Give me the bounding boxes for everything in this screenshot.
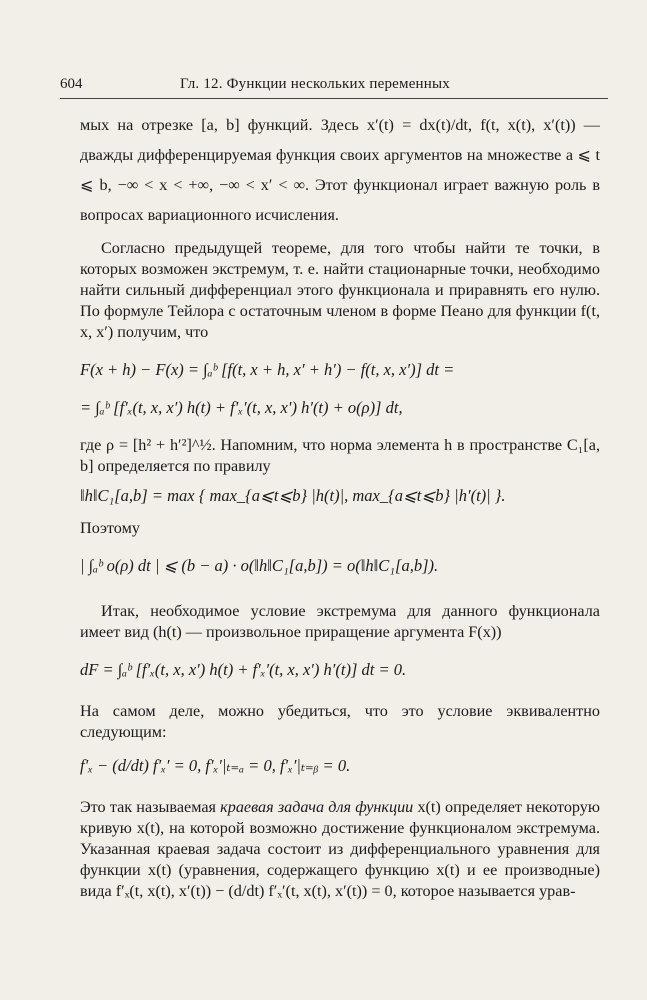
paragraph-7 xyxy=(80,797,600,902)
paragraph-1: мых на отрезке [a, b] функций. Здесь x′(t) = dx(t)/dt, f(t, x(t), x′(t)) — дважды дифференцируемая функция своих аргументов на множестве a ⩽ t ⩽ b, −∞ < x < +∞, −∞ < x′ < ∞. Этот функционал играет важную роль в вопросах вариационного исчисления. xyxy=(80,116,600,224)
paragraph-7-start: Это так называемая xyxy=(80,798,221,816)
formula-estimate: | ∫ₐᵇ o(ρ) dt | ⩽ (b − a) · o(‖h‖C₁[a,b]) = o(‖h‖C₁[a,b]). xyxy=(80,556,439,575)
formula-taylor-1: F(x + h) − F(x) = ∫ₐᵇ [f(t, x + h, x′ + h′) − f(t, x, x′)] dt = xyxy=(80,360,455,379)
paragraph-4: Поэтому xyxy=(80,519,140,537)
chapter-title: Гл. 12. Функции нескольких переменных xyxy=(180,76,450,92)
running-header xyxy=(60,76,608,99)
paragraph-2: Согласно предыдущей теореме, для того чтобы найти те точки, в которых возможен экстремум, т. е. найти стационарные точки, необходимо найти сильный дифференциал этого функционала и приравнять его нулю. По формуле Тейлора с остаточным членом в форме Пеано для функции f(t, x, x′) получим, что xyxy=(80,239,600,341)
formula-norm: ‖h‖C₁[a,b] = max { max_{a⩽t⩽b} |h(t)|, max_{a⩽t⩽b} |h′(t)| }. xyxy=(80,486,506,505)
paragraph-7-emphasis: краевая задача для функции xyxy=(220,798,414,816)
page-body xyxy=(80,110,600,902)
paragraph-7-rest: x(t) определяет некоторую кривую x(t), на которой возможно достижение функционалом экстремума. Указанная краевая задача состоит из дифференциального уравнения для функции x(t) (уравнения, содержащего функцию x(t) и ее производные) вида f′ₓ(t, x(t), x′(t)) − (d/dt) f′ₓ′(t, x(t), x′(t)) = 0, которое называется урав- xyxy=(80,798,600,900)
paragraph-5: Итак, необходимое условие экстремума для данного функционала имеет вид (h(t) — произвольное приращение аргумента F(x)) xyxy=(80,602,600,641)
paragraph-3: где ρ = [h² + h′²]^½. Напомним, что норма элемента h в пространстве C₁[a, b] определяется по правилу xyxy=(80,436,600,475)
page-number: 604 xyxy=(60,76,83,92)
formula-differential: dF = ∫ₐᵇ [f′ₓ(t, x, x′) h(t) + f′ₓ′(t, x, x′) h′(t)] dt = 0. xyxy=(80,660,407,679)
paragraph-6: На самом деле, можно убедиться, что это условие эквивалентно следующим: xyxy=(80,702,600,741)
formula-euler: f′ₓ − (d/dt) f′ₓ′ = 0, f′ₓ′|ₜ₌ₐ = 0, f′ₓ′|ₜ₌ᵦ = 0. xyxy=(80,756,351,775)
formula-taylor-2: = ∫ₐᵇ [f′ₓ(t, x, x′) h(t) + f′ₓ′(t, x, x′) h′(t) + o(ρ)] dt, xyxy=(80,398,403,417)
